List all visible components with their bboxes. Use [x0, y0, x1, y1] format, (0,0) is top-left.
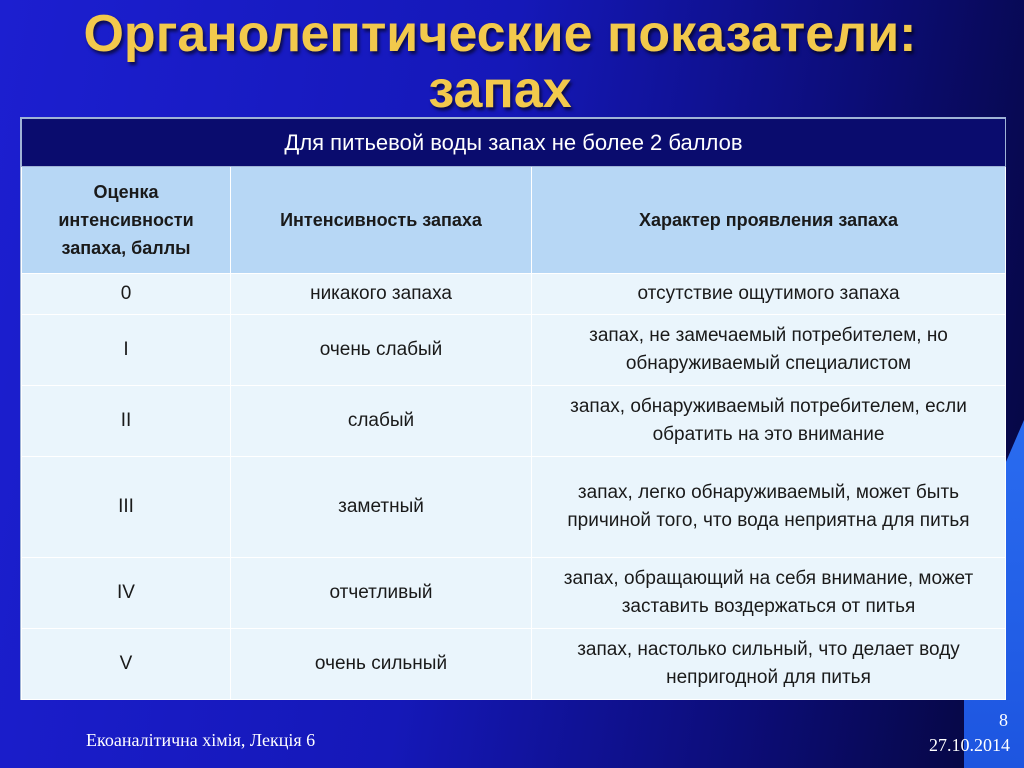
table-row — [22, 315, 1006, 386]
cell-intensity: слабый — [231, 386, 532, 457]
header-intensity: Интенсивность запаха — [231, 167, 532, 274]
table-banner: Для питьевой воды запах не более 2 баллов — [22, 119, 1006, 167]
slide-title — [0, 6, 1000, 118]
cell-character: запах, обнаруживаемый потребителем, если обратить на это внимание — [532, 386, 1006, 457]
slide-title-line-2: запах — [428, 61, 572, 119]
cell-character: отсутствие ощутимого запаха — [532, 274, 1006, 315]
table-row — [22, 629, 1006, 700]
cell-score: I — [22, 315, 231, 386]
table-row — [22, 558, 1006, 629]
cell-score: V — [22, 629, 231, 700]
table-row — [22, 274, 1006, 315]
cell-intensity: никакого запаха — [231, 274, 532, 315]
footer-date: 27.10.2014 — [929, 735, 1010, 755]
cell-intensity: очень слабый — [231, 315, 532, 386]
table-row — [22, 457, 1006, 558]
cell-score: IV — [22, 558, 231, 629]
odor-table — [20, 117, 1006, 700]
header-score: Оценка интенсивности запаха, баллы — [22, 167, 231, 274]
page-number: 8 — [999, 710, 1008, 730]
footer-course: Екоаналітична хімія, Лекція 6 — [86, 730, 316, 750]
cell-character: запах, настолько сильный, что делает воду непригодной для питья — [532, 629, 1006, 700]
cell-character: запах, обращающий на себя внимание, может заставить воздержаться от питья — [532, 558, 1006, 629]
table-header-row — [22, 167, 1006, 274]
table-row — [22, 386, 1006, 457]
cell-intensity: заметный — [231, 457, 532, 558]
table-banner-row — [22, 119, 1006, 167]
cell-score: II — [22, 386, 231, 457]
cell-character: запах, не замечаемый потребителем, но обнаруживаемый специалистом — [532, 315, 1006, 386]
cell-score: III — [22, 457, 231, 558]
cell-intensity: очень сильный — [231, 629, 532, 700]
cell-character: запах, легко обнаруживаемый, может быть причиной того, что вода неприятна для питья — [532, 457, 1006, 558]
cell-intensity: отчетливый — [231, 558, 532, 629]
header-character: Характер проявления запаха — [532, 167, 1006, 274]
cell-score: 0 — [22, 274, 231, 315]
slide-title-line-1: Органолептические показатели: — [83, 5, 917, 63]
